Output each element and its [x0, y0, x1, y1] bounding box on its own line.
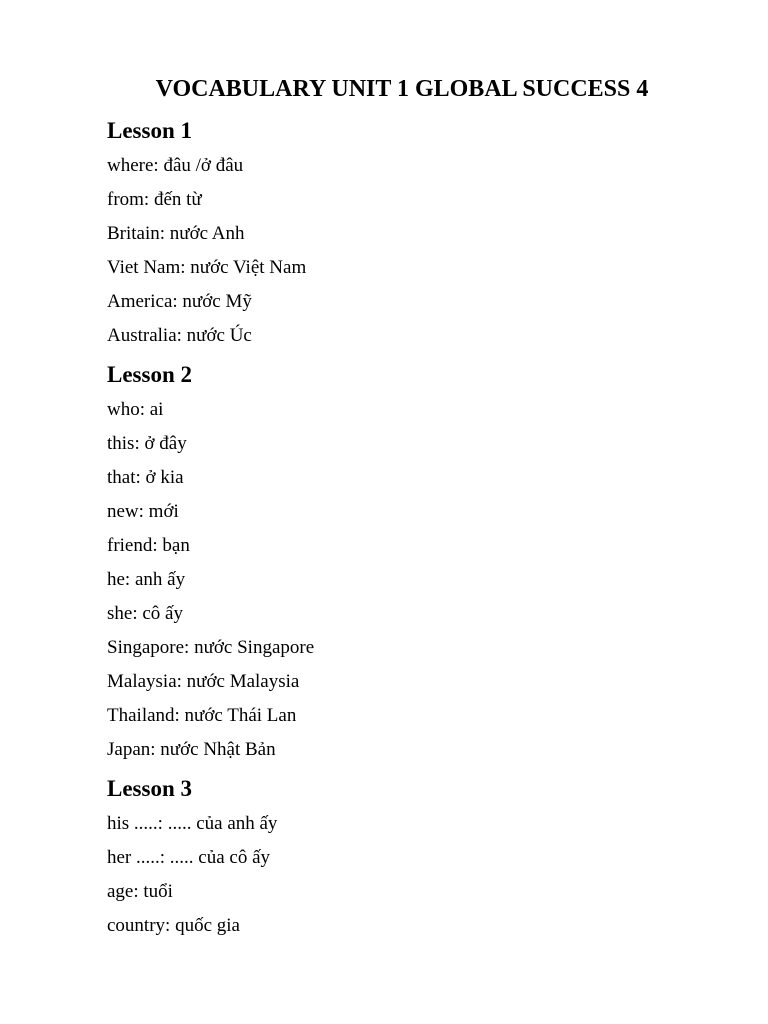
vocab-item: new: mới [107, 501, 179, 522]
vocab-item: age: tuổi [107, 881, 173, 902]
vocab-item: from: đến từ [107, 189, 202, 210]
vocab-item: Malaysia: nước Malaysia [107, 671, 300, 692]
lesson-1-heading: Lesson 1 [107, 118, 192, 143]
vocab-item: where: đâu /ở đâu [107, 155, 244, 176]
vocab-item: her .....: ..... của cô ấy [107, 847, 271, 868]
vocab-item: he: anh ấy [107, 569, 186, 590]
vocab-item: Thailand: nước Thái Lan [107, 705, 297, 726]
vocab-item: friend: bạn [107, 535, 190, 556]
lesson-1-section [107, 113, 707, 353]
lesson-3-heading: Lesson 3 [107, 776, 192, 801]
document-title: VOCABULARY UNIT 1 GLOBAL SUCCESS 4 [155, 76, 649, 102]
vocab-item: Japan: nước Nhật Bản [107, 739, 276, 760]
vocab-item: his .....: ..... của anh ấy [107, 813, 278, 834]
lesson-2-section [107, 357, 707, 767]
vocab-item: that: ở kia [107, 467, 184, 488]
vocabulary-content [107, 113, 707, 943]
vocab-item: America: nước Mỹ [107, 291, 252, 312]
lesson-2-heading: Lesson 2 [107, 362, 192, 387]
vocab-item: Australia: nước Úc [107, 325, 252, 346]
lesson-3-vocab-list [107, 807, 707, 943]
vocab-item: Britain: nước Anh [107, 223, 245, 244]
vocab-item: Singapore: nước Singapore [107, 637, 315, 658]
vocab-item: this: ở đây [107, 433, 187, 454]
vocab-item: she: cô ấy [107, 603, 183, 624]
vocab-item: Viet Nam: nước Việt Nam [107, 257, 307, 278]
vocab-item: country: quốc gia [107, 915, 240, 936]
lesson-2-vocab-list [107, 393, 707, 767]
lesson-3-section [107, 771, 707, 943]
vocab-item: who: ai [107, 399, 164, 420]
lesson-1-vocab-list [107, 149, 707, 353]
